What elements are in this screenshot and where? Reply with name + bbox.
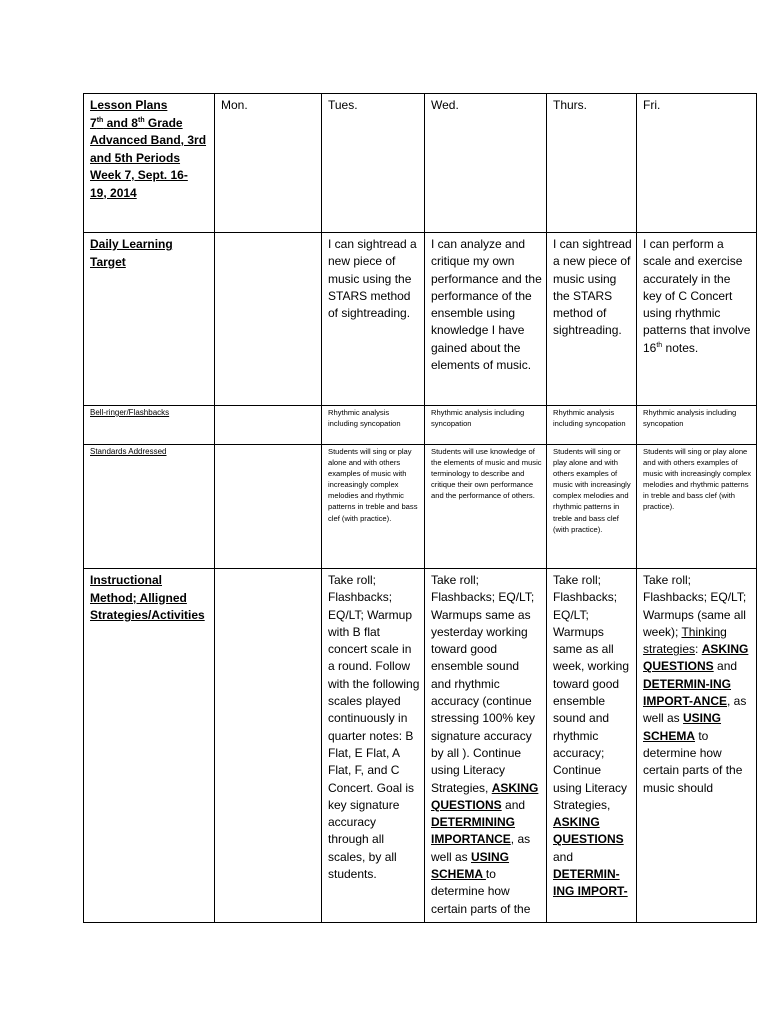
bell-mon <box>215 406 322 445</box>
header-row <box>84 94 757 233</box>
day-header-tue <box>322 94 425 233</box>
day-label-wed: Wed. <box>431 98 459 112</box>
instr-fri-colon: : <box>695 642 702 657</box>
instr-fri-text <box>643 572 752 797</box>
standards-wed-text: Students will use knowledge of the elements of music and music terminology to describe and critique their own performance and the performance of others. <box>431 447 542 501</box>
instr-label-cell <box>84 569 215 923</box>
target-tue <box>322 233 425 406</box>
title-line-2c: Grade <box>144 115 183 130</box>
target-thu <box>547 233 637 406</box>
standards-fri-text: Students will sing or play alone and with others examples of music with increasingly complex melodies and rhythmic patterns in treble and bass clef (with practice). <box>643 447 752 512</box>
instr-fri-aswell: , as well as <box>643 694 747 726</box>
standards-thu-text: Students will sing or play alone and with others examples of music with increasingly complex melodies and rhythmic patterns in treble and bass clef (with practice). <box>553 447 631 534</box>
day-label-fri: Fri. <box>643 98 661 112</box>
instr-mon <box>215 569 322 923</box>
standards-thu <box>547 445 637 569</box>
target-fri-sup: th <box>656 341 663 349</box>
target-fri-text <box>643 236 752 357</box>
bell-fri <box>637 406 757 445</box>
title-sup-1: th <box>96 116 104 124</box>
day-header-wed <box>425 94 547 233</box>
instr-wed-text <box>431 572 542 918</box>
instr-tue-text: Take roll; Flashbacks; EQ/LT; Warmup with B flat concert scale in a round. Follow with the following scales played continuously in quarter notes: B Flat, E Flat, A Flat, F, and C Concert. Goal is key signature accuracy through all scales, by all students. <box>328 573 420 882</box>
instr-fri-i: to determine how certain parts of the music should <box>643 728 743 795</box>
title-sup-2: th <box>137 116 145 124</box>
lesson-plan-table <box>83 93 757 923</box>
instr-thu <box>547 569 637 923</box>
target-label-cell <box>84 233 215 406</box>
instr-wed-g: to determine how certain parts of the <box>431 867 531 916</box>
bell-tue-text: Rhythmic analysis including syncopation <box>328 408 401 429</box>
day-label-tue: Tues. <box>328 98 358 112</box>
instr-fri-a: Take roll; Flashbacks; EQ/LT; Warmups (same all week); <box>643 573 747 639</box>
instr-thu-determining: DETERMIN-ING IMPORT- <box>553 867 628 899</box>
instr-wed <box>425 569 547 923</box>
title-line-4: and 5th Periods <box>90 150 181 165</box>
instr-wed-and: and <box>501 797 526 812</box>
title-line-2b: and 8 <box>103 115 138 130</box>
instr-thu-asking: ASKING QUESTIONS <box>553 815 624 847</box>
target-tue-text: I can sightread a new piece of music using the STARS method of sightreading. <box>328 237 417 321</box>
target-fri <box>637 233 757 406</box>
instr-wed-asking: ASKING QUESTIONS <box>431 780 539 812</box>
instr-thu-a: Take roll; Flashbacks; EQ/LT; Warmups same as all week, working toward good ensemble sound and rhythmic accuracy; Continue using Literacy Strategies, <box>553 573 630 812</box>
title-line-1: Lesson Plans <box>90 98 168 112</box>
instr-fri-and: and <box>713 659 738 674</box>
target-fri-a: I can perform a scale and exercise accurately in the key of C Concert using rhythmic patterns that involve 16 <box>643 237 751 355</box>
day-label-mon: Mon. <box>221 98 248 112</box>
day-header-thu <box>547 94 637 233</box>
bell-row <box>84 406 757 445</box>
day-label-thu: Thurs. <box>553 98 588 112</box>
target-fri-b: notes. <box>662 340 699 355</box>
instr-fri <box>637 569 757 923</box>
instr-thu-text <box>553 572 632 901</box>
standards-fri <box>637 445 757 569</box>
standards-label-cell <box>84 445 215 569</box>
instr-row <box>84 569 757 923</box>
day-header-fri <box>637 94 757 233</box>
instr-wed-determining: DETERMINING IMPORTANCE <box>431 815 515 847</box>
instr-label: Instructional Method; Alligned Strategies/Activities <box>90 573 205 622</box>
bell-wed-text: Rhythmic analysis including syncopation <box>431 408 525 429</box>
target-wed <box>425 233 547 406</box>
instr-fri-asking: ASKING QUESTIONS <box>643 642 749 674</box>
standards-wed <box>425 445 547 569</box>
instr-thu-and: and <box>553 849 574 864</box>
target-row <box>84 233 757 406</box>
title-cell <box>84 94 215 233</box>
instr-fri-schema: USING SCHEMA <box>643 711 722 743</box>
instr-fri-determining: DETERMIN-ING IMPORT-ANCE <box>643 676 731 709</box>
title-line-6: 19, 2014 <box>90 185 137 200</box>
instr-wed-a: Take roll; Flashbacks; EQ/LT; Warmups same as yesterday working toward good ensemble sound and rhythmic accuracy (continue stressing 100% key signature accuracy by all ). Continue using Literacy Strategies, <box>431 573 536 795</box>
target-thu-text: I can sightread a new piece of music using the STARS method of sightreading. <box>553 237 632 338</box>
standards-tue <box>322 445 425 569</box>
title-line-2a: 7 <box>90 115 97 130</box>
standards-mon <box>215 445 322 569</box>
title-line-3: Advanced Band, 3rd <box>90 133 207 147</box>
plan-title <box>90 97 210 202</box>
target-wed-text: I can analyze and critique my own performance and the performance of the ensemble using knowledge I have gained about the elements of music. <box>431 237 542 373</box>
bell-tue <box>322 406 425 445</box>
bell-thu <box>547 406 637 445</box>
instr-tue <box>322 569 425 923</box>
title-line-5: Week 7, Sept. 16- <box>90 168 188 182</box>
bell-label-cell <box>84 406 215 445</box>
standards-row <box>84 445 757 569</box>
bell-fri-text: Rhythmic analysis including syncopation <box>643 408 737 429</box>
target-label: Daily Learning Target <box>90 237 173 269</box>
standards-label: Standards Addressed <box>90 447 167 456</box>
target-mon <box>215 233 322 406</box>
instr-fri-thinking: Thinking strategies <box>643 624 727 657</box>
bell-thu-text: Rhythmic analysis including syncopation <box>553 408 626 429</box>
instr-wed-aswell: , as well as <box>431 832 531 864</box>
bell-wed <box>425 406 547 445</box>
bell-label: Bell-ringer/Flashbacks <box>90 408 170 417</box>
standards-tue-text: Students will sing or play alone and with others examples of music with increasingly complex melodies and rhythmic patterns in treble and bass clef (with practice). <box>328 447 418 523</box>
instr-wed-schema: USING SCHEMA <box>431 849 510 882</box>
day-header-mon <box>215 94 322 233</box>
